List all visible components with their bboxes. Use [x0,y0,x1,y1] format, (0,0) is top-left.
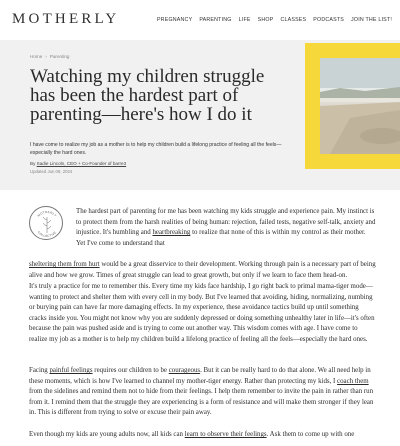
link-learn-to-observe-their-feelings[interactable]: learn to observe their feelings [184,431,267,438]
badge-bottom-text: COLLECTIVE [36,230,58,239]
breadcrumb-parenting[interactable]: Parenting [49,54,70,59]
site-logo[interactable]: MOTHERLY [12,11,120,27]
breadcrumb-home[interactable]: Home [30,54,43,59]
paragraph-4 [29,430,376,441]
byline-prefix: By [30,161,37,166]
main-nav [157,17,392,23]
nav-item-join-the-list[interactable]: JOIN THE LIST! [351,17,392,23]
leaf-icon [43,217,51,233]
text-run: Even though my kids are young adults now, all kids can [29,431,185,438]
article-dek: I have come to realize my job as a mother is to help my children build a lifelong practice of feeling all the feels—especially the hard ones. [30,142,282,156]
text-run: to realize that none of this is within my control as their mother. Yet I've come to understand that [76,229,366,247]
link-painful-feelings[interactable]: painful feelings [49,367,93,374]
byline [30,161,126,166]
author-link[interactable]: Sadie Lincoln, CEO + Co-Founder of barre3 [36,161,127,166]
breadcrumb [30,54,69,59]
motherly-collective-badge [29,206,63,240]
nav-item-classes[interactable]: CLASSES [280,17,307,23]
link-sheltering-them-from-hurt[interactable]: sheltering them from hurt [29,261,100,268]
paragraph-1-start [76,207,376,249]
text-run: would be a great disservice to their development. Working through pain is a necessary part of being alive and how we grow. Times of great struggle can lead to great growth, but only if we learn to face them head-on. [29,261,376,279]
nav-item-shop[interactable]: SHOP [257,17,274,23]
link-coach-them[interactable]: coach them [337,377,369,385]
text-run: . But it can be really hard to do that alone. We all need help in these moments, which is how I've learned to channel my mother-tiger energy. Rather than protecting my kids, I [29,367,371,385]
hero-photo [320,58,400,154]
nav-item-pregnancy[interactable]: PREGNANCY [156,17,193,23]
paragraph-2: It's truly a practice for me to remember this. Every time my kids face hardship, I go right back to primal mama-tiger mode—wanting to protect and shelter them with every cell in my body. But I've learned that avoiding, hiding, normalizing, numbing or burying pain can have far more damaging effects. In my experience, these avoidance tactics build up until something cracks inside you. You might not know why you are suddenly depressed or doing something unhealthy later in life—it's often because the pain was pushed aside and is trying to come out another way. This wisdom comes with age. I have come to realize my job as a mother is to help my children build a lifelong practice of feeling all the feels—especially the hard ones. [29,283,375,343]
paragraph-1-end [29,260,376,281]
updated-date: Updated Jun 08, 2024 [30,169,73,174]
text-run: requires our children to be [92,367,169,374]
text-run: Facing [29,367,50,374]
nav-item-life[interactable]: LIFE [238,17,251,23]
nav-item-podcasts[interactable]: PODCASTS [313,17,345,23]
text-run: The hardest part of parenting for me has been watching my kids struggle and experience pain. My instinct is to protect them from the harsh realities of being human: rejection, failed tests, negative self-talk, anxiety and injustice. It's humbling and [76,208,376,237]
nav-item-parenting[interactable]: PARENTING [199,17,232,23]
breadcrumb-separator: › [45,54,47,59]
site-header [0,0,400,40]
link-courageous[interactable]: courageous [168,367,201,374]
text-run: . Ask them to come up with one [266,431,355,438]
article-title: Watching my children struggle has been the hardest part of parenting—here's how I do it [30,66,265,125]
text-run: from the sidelines and remind them not to hide from their feelings. I help them remember to invite the pain in rather than run from it. I remind them that the struggle they are experiencing is a form of resistance and will make them stronger if they lean in. This is different from trying to solve or excuse their pain away. [29,388,374,417]
link-heartbreaking[interactable]: heartbreaking [152,229,191,237]
badge-top-text: MOTHERLY [36,209,58,218]
paragraph-3 [29,366,376,419]
